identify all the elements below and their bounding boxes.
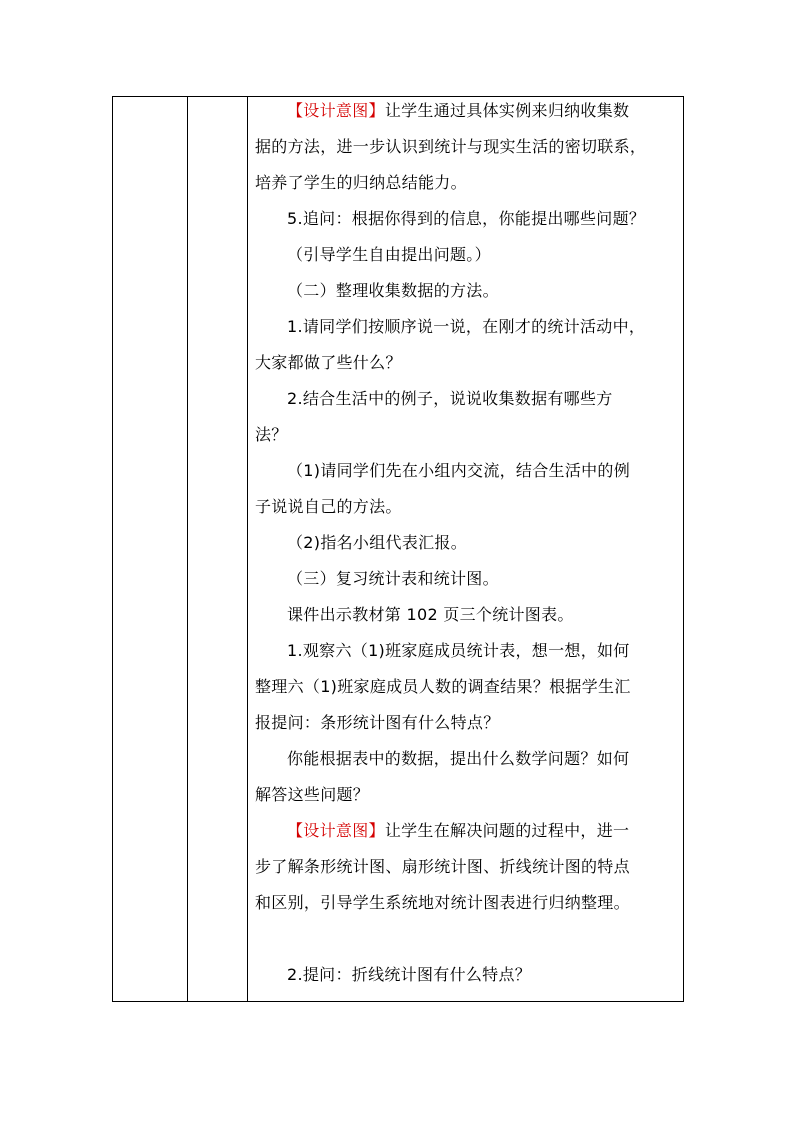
paragraph-observe: 1.观察六（1)班家庭成员统计表，想一想，如何 (287, 641, 630, 660)
paragraph-text: 让学生通过具体实例来归纳收集数 (384, 101, 630, 120)
paragraph-line: 和区别，引导学生系统地对统计图表进行归纳整理。 (255, 893, 630, 912)
design-intent-label: 【设计意图】 (287, 101, 385, 120)
paragraph-text: 让学生在解决问题的过程中，进一 (384, 821, 630, 840)
paragraph-item-2: 2.结合生活中的例子，说说收集数据有哪些方 (287, 389, 613, 408)
paragraph-line: 整理六（1)班家庭成员人数的调查结果？根据学生汇 (255, 677, 631, 696)
paragraph-line: 报提问：条形统计图有什么特点？ (255, 713, 500, 732)
paragraph-line: 大家都做了些什么？ (255, 353, 402, 372)
content-cell (247, 97, 683, 1001)
paragraph-line: 子说说自己的方法。 (255, 497, 402, 516)
paragraph-item-1: 1.请同学们按顺序说一说，在刚才的统计活动中， (287, 317, 646, 336)
paragraph-courseware: 课件出示教材第 102 页三个统计图表。 (287, 605, 574, 624)
paragraph-line-chart-question: 2.提问：折线统计图有什么特点？ (287, 965, 532, 984)
paragraph-subitem-2: （2)指名小组代表汇报。 (287, 533, 468, 552)
paragraph-follow-up-question: 5.追问：根据你得到的信息，你能提出哪些问题？ (287, 209, 646, 228)
paragraph-guide-note: （引导学生自由提出问题。） (287, 245, 491, 264)
paragraph-line: 法？ (255, 425, 288, 444)
paragraph-line: 培养了学生的归纳总结能力。 (255, 173, 467, 192)
design-intent-label: 【设计意图】 (287, 821, 385, 840)
section-heading-3: （三）复习统计表和统计图。 (287, 569, 499, 588)
paragraph-design-intent-1 (287, 99, 679, 123)
lesson-plan-table (112, 96, 684, 1002)
paragraph-question: 你能根据表中的数据，提出什么数学问题？如何 (287, 749, 630, 768)
paragraph-design-intent-2 (287, 819, 679, 843)
section-heading-2: （二）整理收集数据的方法。 (287, 281, 499, 300)
column-divider-1 (187, 97, 188, 1001)
paragraph-line: 步了解条形统计图、扇形统计图、折线统计图的特点 (255, 857, 630, 876)
paragraph-line: 据的方法，进一步认识到统计与现实生活的密切联系， (255, 137, 647, 156)
paragraph-line: 解答这些问题？ (255, 785, 370, 804)
paragraph-subitem-1: （1)请同学们先在小组内交流，结合生活中的例 (287, 461, 631, 480)
